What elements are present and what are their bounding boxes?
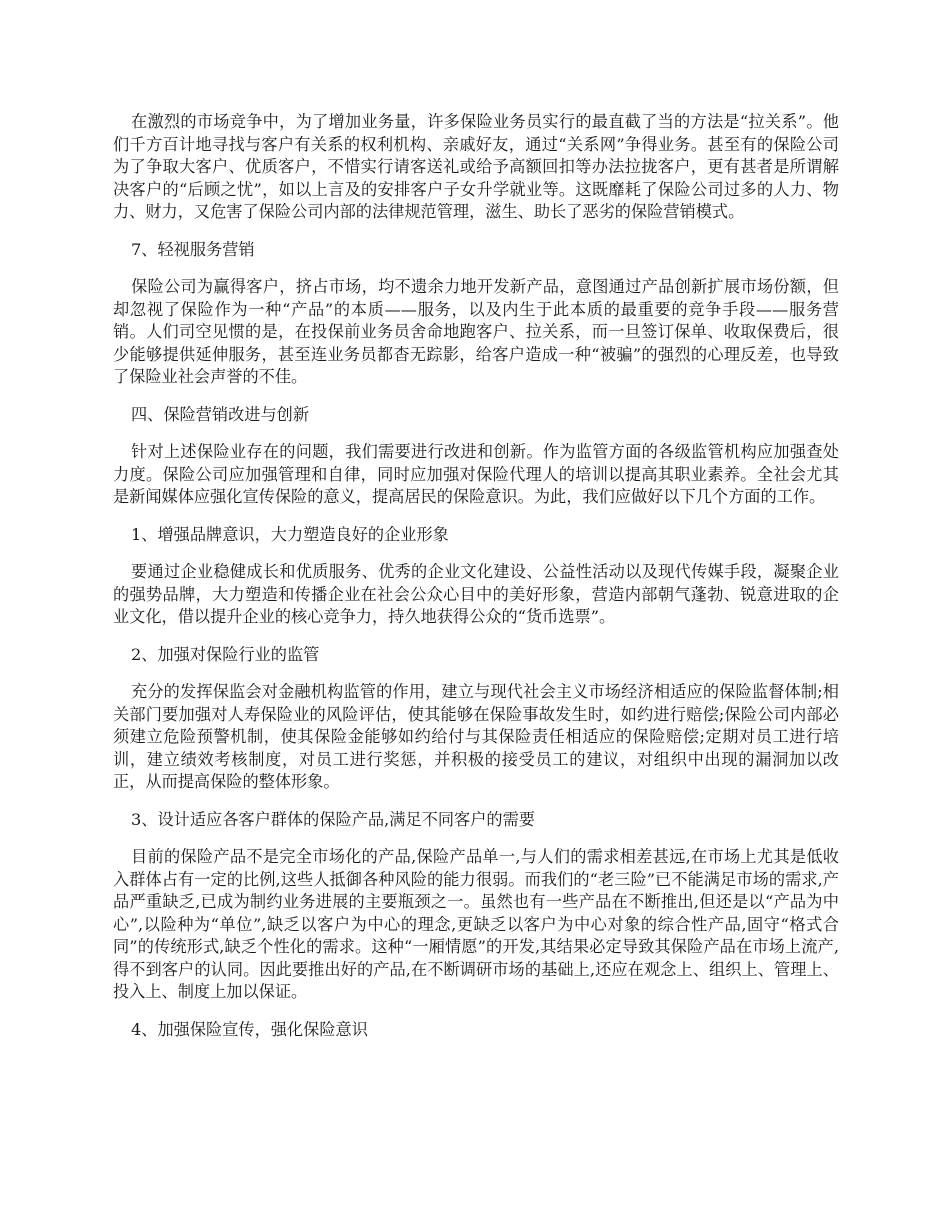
heading-insurance-publicity: 4、加强保险宣传，强化保险意识 [131, 1019, 368, 1039]
document-body [113, 111, 839, 1056]
paragraph-service-marketing: 保险公司为赢得客户，挤占市场，均不遗余力地开发新产品，意图通过产品创新扩展市场份额，但却忽视了保险作为一种“产品”的本质——服务，以及内生于此本质的最重要的竞争手段——服务营销。人们司空见惯的是，在投保前业务员舍命地跑客户、拉关系，而一旦签订保单、收取保费后，很少能够提供延伸服务，甚至连业务员都杳无踪影，给客户造成一种“被骗”的强烈的心理反差，也导致了保险业社会声誉的不佳。 [113, 277, 839, 386]
heading-improvement-innovation: 四、保险营销改进与创新 [131, 404, 310, 424]
paragraph-industry-supervision: 充分的发挥保监会对金融机构监管的作用，建立与现代社会主义市场经济相适应的保险监督体制;相关部门要加强对人寿保险业的风险评估，使其能够在保险事故发生时，如约进行赔偿;保险公司内部必须建立危险预警机制，使其保险金能够如约给付与其保险责任相适应的保险赔偿;定期对员工进行培训，建立绩效考核制度，对员工进行奖惩，并积极的接受员工的建议，对组织中出现的漏洞加以改正，从而提高保险的整体形象。 [113, 682, 839, 791]
paragraph-product-design: 目前的保险产品不是完全市场化的产品,保险产品单一,与人们的需求相差甚远,在市场上尤其是低收入群体占有一定的比例,这些人抵御各种风险的能力很弱。而我们的“老三险”已不能满足市场的需求,产品严重缺乏,已成为制约业务进展的主要瓶颈之一。虽然也有一些产品在不断推出,但还是以“产品为中心”,以险种为“单位”,缺乏以客户为中心的理念,更缺乏以客户为中心对象的综合性产品,固守“格式合同”的传统形式,缺乏个性化的需求。这种“一厢情愿”的开发,其结果必定导致其保险产品在市场上流产,得不到客户的认同。因此要推出好的产品,在不断调研市场的基础上,还应在观念上、组织上、管理上、投入上、制度上加以保证。 [113, 847, 839, 1001]
heading-neglect-service-marketing: 7、轻视服务营销 [131, 239, 255, 259]
paragraph-brand-awareness: 要通过企业稳健成长和优质服务、优秀的企业文化建设、公益性活动以及现代传媒手段，凝聚企业的强势品牌，大力塑造和传播企业在社会公众心目中的美好形象，营造内部朝气蓬勃、锐意进取的企业文化，借以提升企业的核心竞争力，持久地获得公众的“货币选票”。 [113, 562, 839, 626]
paragraph-improvement-intro: 针对上述保险业存在的问题，我们需要进行改进和创新。作为监管方面的各级监管机构应加强查处力度。保险公司应加强管理和自律，同时应加强对保险代理人的培训以提高其职业素养。全社会尤其是新闻媒体应强化宣传保险的意义，提高居民的保险意识。为此，我们应做好以下几个方面的工作。 [113, 442, 839, 506]
heading-product-design: 3、设计适应各客户群体的保险产品,满足不同客户的需要 [131, 809, 535, 829]
heading-brand-awareness: 1、增强品牌意识，大力塑造良好的企业形象 [131, 524, 449, 544]
paragraph-relationship-marketing: 在激烈的市场竞争中，为了增加业务量，许多保险业务员实行的最直截了当的方法是“拉关系”。他们千方百计地寻找与客户有关系的权利机构、亲戚好友，通过“关系网”争得业务。甚至有的保险公司为了争取大客户、优质客户，不惜实行请客送礼或给予高额回扣等办法拉拢客户，更有甚者是所谓解决客户的“后顾之忧”，如以上言及的安排客户子女升学就业等。这既靡耗了保险公司过多的人力、物力、财力，又危害了保险公司内部的法律规范管理，滋生、助长了恶劣的保险营销模式。 [113, 112, 839, 221]
heading-industry-supervision: 2、加强对保险行业的监管 [131, 644, 320, 664]
